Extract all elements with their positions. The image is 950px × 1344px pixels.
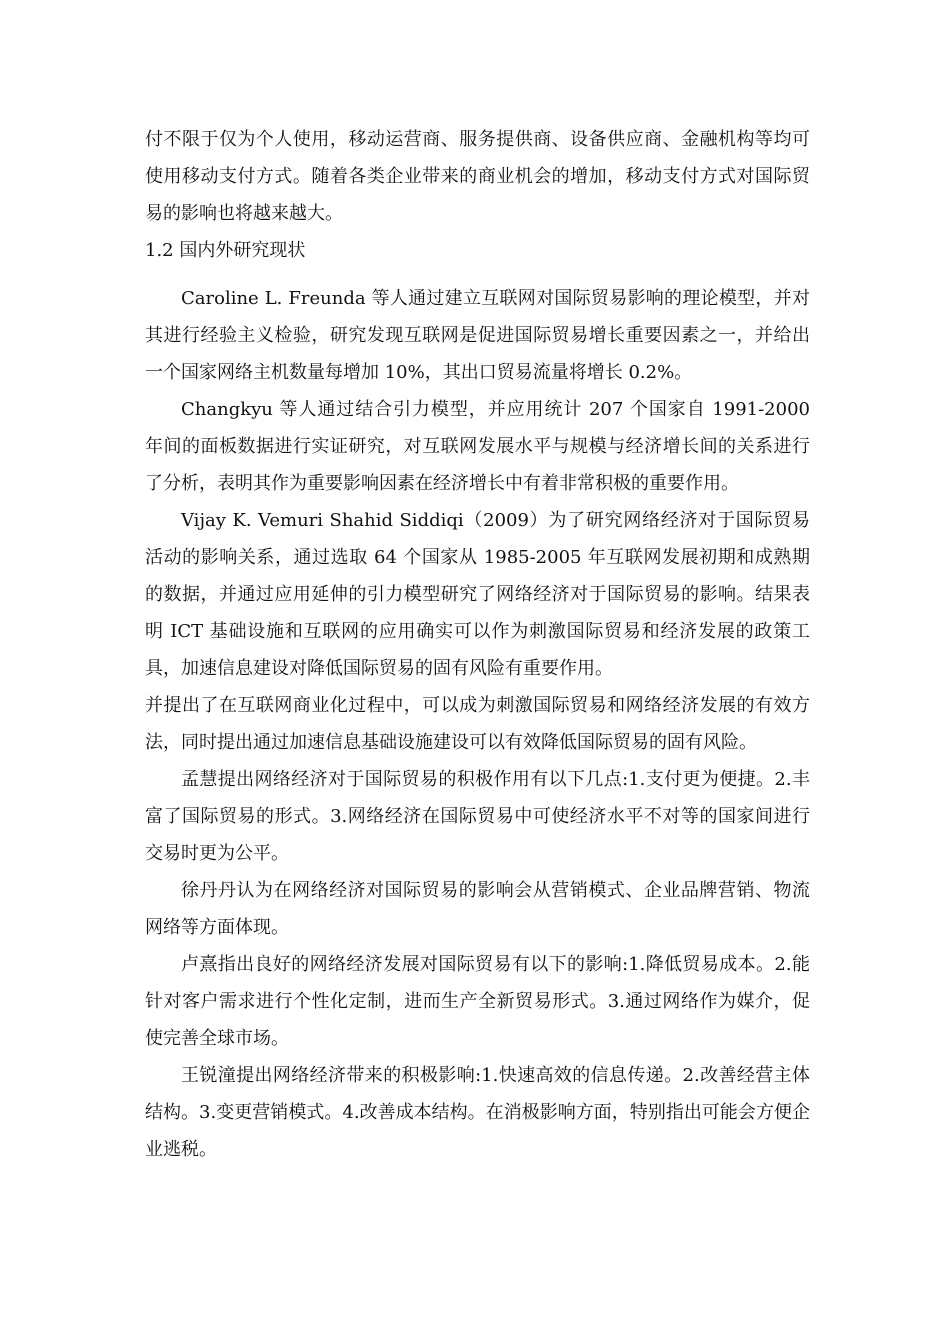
paragraph-wangruitong: 王锐潼提出网络经济带来的积极影响:1.快速高效的信息传递。2.改善经营主体结构。3.变更营销模式。4.改善成本结构。在消极影响方面，特别指出可能会方便企业逃税。 [145, 1065, 810, 1160]
paragraph-xudandan: 徐丹丹认为在网络经济对国际贸易的影响会从营销模式、企业品牌营销、物流网络等方面体现。 [145, 880, 810, 938]
document-body [145, 121, 810, 1168]
paragraph-continuation-2: 并提出了在互联网商业化过程中，可以成为刺激国际贸易和网络经济发展的有效方法，同时提出通过加速信息基础设施建设可以有效降低国际贸易的固有风险。 [145, 695, 810, 753]
spacer [145, 269, 810, 280]
paragraph-luxi: 卢熹指出良好的网络经济发展对国际贸易有以下的影响:1.降低贸易成本。2.能针对客户需求进行个性化定制，进而生产全新贸易形式。3.通过网络作为媒介，促使完善全球市场。 [145, 954, 810, 1049]
paragraph-vemuri: Vijay K. Vemuri Shahid Siddiqi（2009）为了研究网络经济对于国际贸易活动的影响关系，通过选取 64 个国家从 1985-2005 年互联网发展初期和成熟期的数据，并通过应用延伸的引力模型研究了网络经济对于国际贸易的影响。结果表明 ICT 基础设施和互联网的应用确实可以作为刺激国际贸易和经济发展的政策工具，加速信息建设对降低国际贸易的固有风险有重要作用。 [145, 510, 810, 679]
paragraph-freunda: Caroline L. Freunda 等人通过建立互联网对国际贸易影响的理论模型，并对其进行经验主义检验，研究发现互联网是促进国际贸易增长重要因素之一，并给出一个国家网络主机数量每增加 10%，其出口贸易流量将增长 0.2%。 [145, 288, 810, 383]
paragraph-changkyu: Changkyu 等人通过结合引力模型，并应用统计 207 个国家自 1991-2000 年间的面板数据进行实证研究，对互联网发展水平与规模与经济增长间的关系进行了分析，表明其作为重要影响因素在经济增长中有着非常积极的重要作用。 [145, 399, 810, 494]
paragraph-menghui: 孟慧提出网络经济对于国际贸易的积极作用有以下几点:1.支付更为便捷。2.丰富了国际贸易的形式。3.网络经济在国际贸易中可使经济水平不对等的国家间进行交易时更为公平。 [145, 769, 810, 864]
paragraph-continuation: 付不限于仅为个人使用，移动运营商、服务提供商、设备供应商、金融机构等均可使用移动支付方式。随着各类企业带来的商业机会的增加，移动支付方式对国际贸易的影响也将越来越大。 [145, 129, 810, 224]
section-heading: 1.2 国内外研究现状 [145, 240, 306, 261]
